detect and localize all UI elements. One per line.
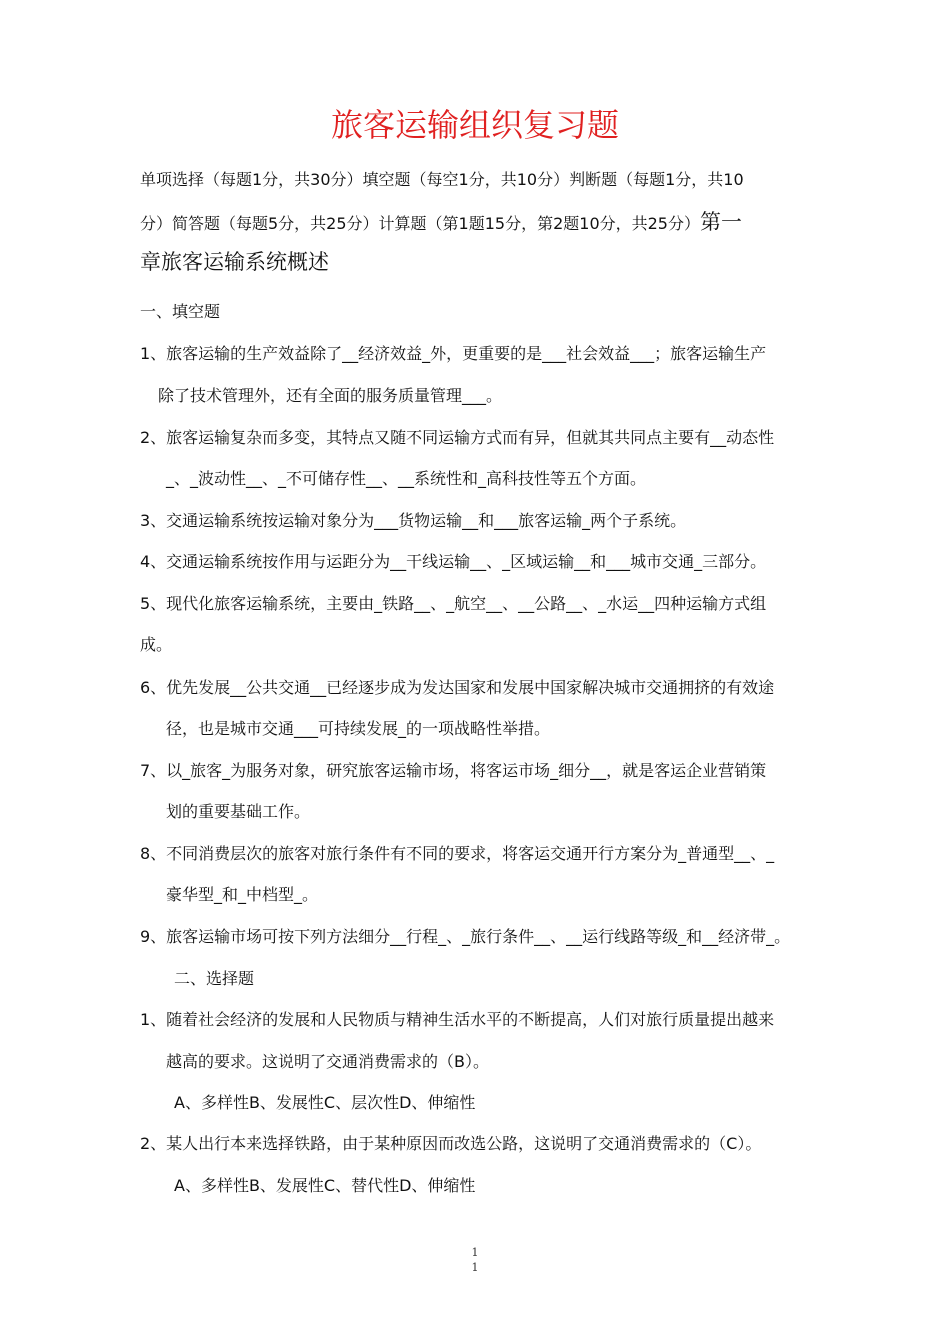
- fill-item-8-line-1: 8、不同消费层次的旅客对旅行条件有不同的要求，将客运交通开行方案分为_普通型__、_: [140, 844, 775, 863]
- fill-item-1-line-1: 1、旅客运输的生产效益除了__经济效益_外，更重要的是___社会效益___；旅客运输生产: [140, 344, 767, 363]
- choice-item-1-options: A、多样性B、发展性C、层次性D、伸缩性: [174, 1093, 476, 1112]
- document-title: 旅客运输组织复习题: [330, 106, 619, 144]
- fill-item-5-line-1: 5、现代化旅客运输系统，主要由_铁路__、_航空__、__公路__、_水运__四种运输方式组: [140, 594, 767, 613]
- fill-item-3: 3、交通运输系统按运输对象分为___货物运输__和___旅客运输_两个子系统。: [140, 511, 687, 530]
- intro-line-2: [140, 210, 742, 236]
- fill-item-2-line-2: _、_波动性__、_不可储存性__、__系统性和_高科技性等五个方面。: [166, 469, 647, 488]
- choice-item-2: 2、某人出行本来选择铁路，由于某种原因而改选公路，这说明了交通消费需求的（C）。: [140, 1134, 762, 1153]
- fill-item-4: 4、交通运输系统按作用与运距分为__干线运输__、_区域运输__和___城市交通_三部分。: [140, 552, 767, 571]
- fill-item-7-line-1: 7、以_旅客_为服务对象，研究旅客运输市场，将客运市场_细分__，就是客运企业营销策: [140, 761, 767, 780]
- section-heading-choice: 二、选择题: [174, 969, 255, 988]
- fill-item-6-line-1: 6、优先发展__公共交通__已经逐步成为发达国家和发展中国家解决城市交通拥挤的有效途: [140, 678, 775, 697]
- choice-item-1-line-1: 1、随着社会经济的发展和人民物质与精神生活水平的不断提高，人们对旅行质量提出越来: [140, 1010, 775, 1029]
- fill-item-9: 9、旅客运输市场可按下列方法细分__行程_、_旅行条件__、__运行线路等级_和__经济带_。: [140, 927, 791, 946]
- choice-item-2-options: A、多样性B、发展性C、替代性D、伸缩性: [174, 1176, 476, 1195]
- choice-item-1-line-2: 越高的要求。这说明了交通消费需求的（B）。: [166, 1052, 489, 1071]
- fill-item-6-line-2: 径，也是城市交通___可持续发展_的一项战略性举措。: [166, 719, 551, 738]
- page-number-top: 1: [471, 1246, 479, 1259]
- fill-item-5-line-2: 成。: [140, 635, 173, 654]
- fill-item-8-line-2: 豪华型_和_中档型_。: [166, 885, 319, 904]
- chapter-title: 章旅客运输系统概述: [140, 250, 329, 274]
- chapter-prefix: 第一: [699, 210, 742, 234]
- fill-item-1-line-2: 除了技术管理外，还有全面的服务质量管理___。: [158, 386, 503, 405]
- fill-item-2-line-1: 2、旅客运输复杂而多变，其特点又随不同运输方式而有异，但就其共同点主要有__动态性: [140, 428, 775, 447]
- page-number-bottom: 1: [471, 1261, 479, 1274]
- intro-line-2-text: 分）简答题（每题5分，共25分）计算题（第1题15分，第2题10分，共25分）: [140, 214, 700, 233]
- section-heading-fill: 一、填空题: [140, 302, 221, 321]
- fill-item-7-line-2: 划的重要基础工作。: [166, 802, 311, 821]
- intro-line-1: 单项选择（每题1分，共30分）填空题（每空1分，共10分）判断题（每题1分，共10: [140, 170, 744, 189]
